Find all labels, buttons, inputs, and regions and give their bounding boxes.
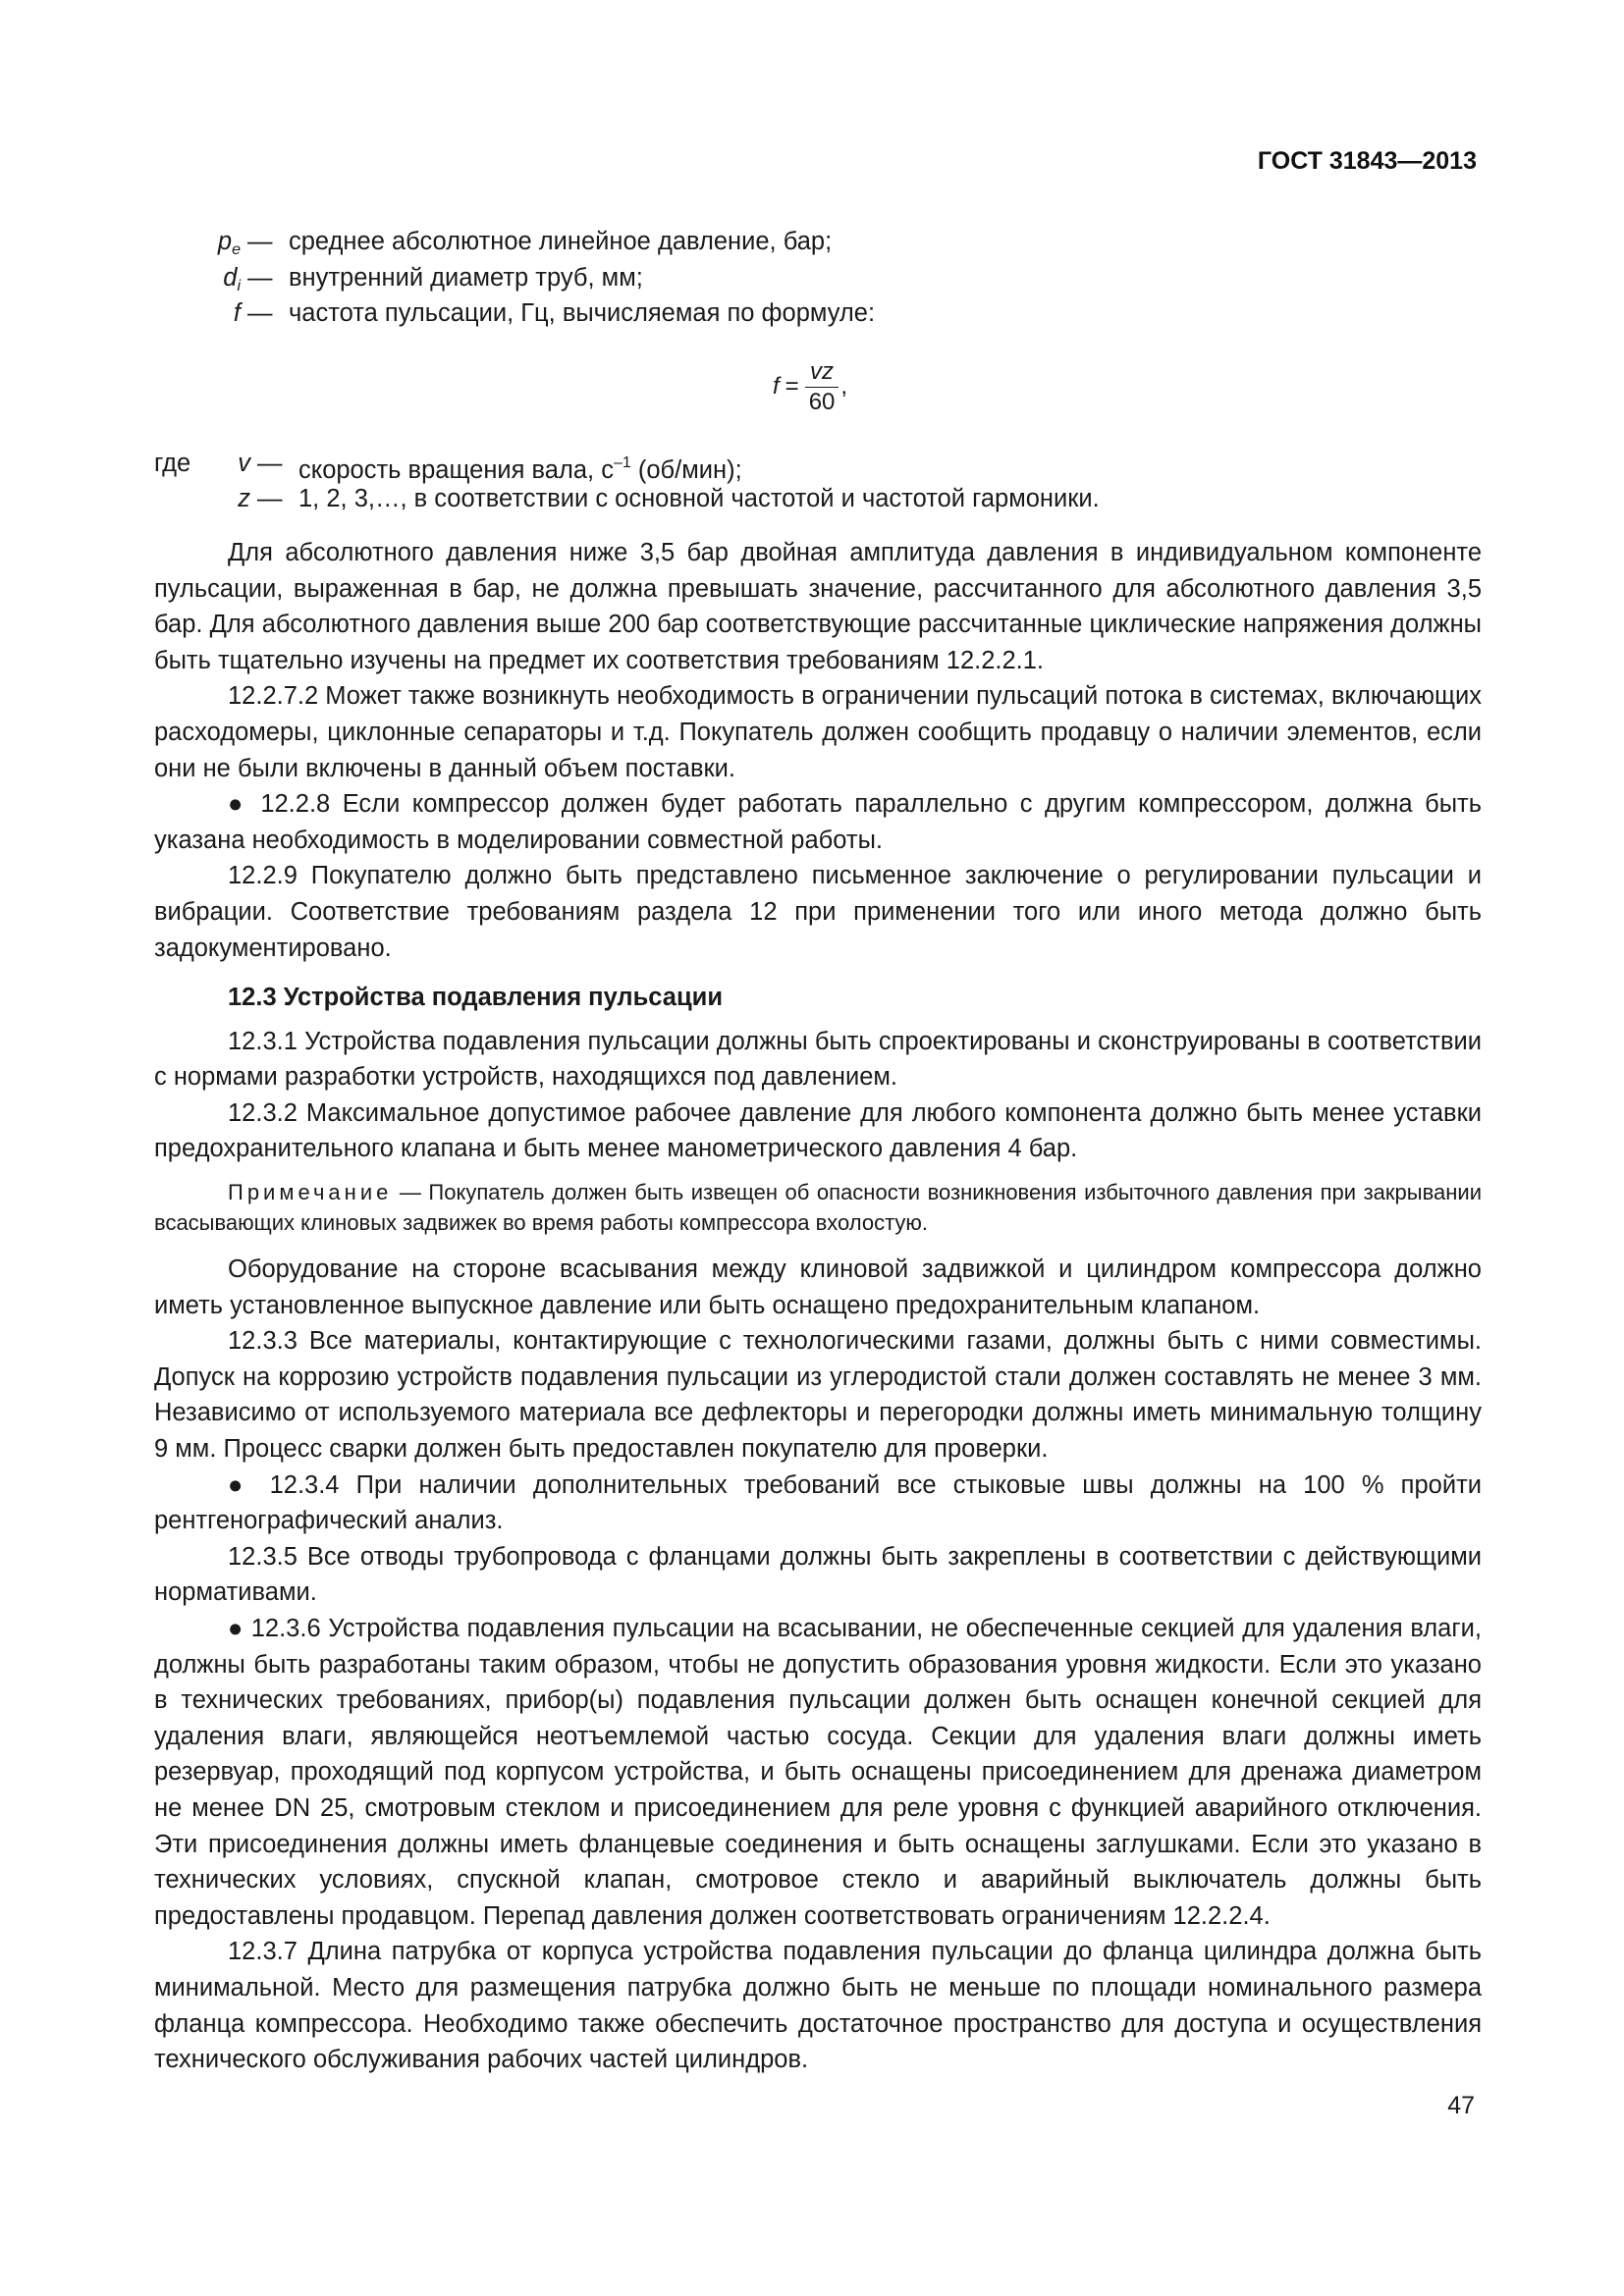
paragraph: 12.3.2 Максимальное допустимое рабочее давление для любого компонента должно быть менее уставки предохранительного клапана и быть менее манометрического давления 4 бар. (154, 1098, 1482, 1163)
symbol-z: z (238, 485, 250, 513)
formula-lhs: f (773, 372, 780, 400)
definition-text: среднее абсолютное линейное давление, бар; (289, 228, 833, 255)
paragraph: 12.3.3 Все материалы, контактирующие с технологическими газами, должны быть с ними совместимы. Допуск на коррозию устройств подавления пульсации из углеродистой стали должен составлять не менее 3 мм. Независимо от используемого материала все дефлекторы и перегородки должны иметь минимальную толщину 9 мм. Процесс сварки должен быть предоставлен покупателю для проверки. (154, 1327, 1482, 1464)
dash: — (247, 263, 273, 292)
formula-numerator: vz (810, 357, 835, 385)
note-text: — Покупатель должен быть извещен об опасности возникновения избыточного давления при закрывании всасывающих клиновых задвижек во время работы компрессора вхолостую. (154, 1180, 1482, 1236)
section-heading: 12.3 Устройства подавления пульсации (228, 984, 724, 1012)
definition-pe (154, 224, 1482, 260)
definition-z (154, 481, 1482, 517)
page-content (154, 224, 1482, 2078)
standard-id-header: ГОСТ 31843—2013 (1257, 147, 1477, 175)
symbol-p: $p_e$ (217, 228, 241, 258)
definition-v (154, 446, 1482, 482)
formula-denominator: 60 (808, 388, 836, 415)
dash: — (247, 228, 273, 255)
spacer (154, 517, 1482, 535)
note-label: Примечание (228, 1180, 393, 1205)
where-label: где (154, 449, 191, 477)
paragraph: 12.2.9 Покупателю должно быть представлено письменное заключение о регулировании пульсации и вибрации. Соответствие требованиям раздела 12 при применении того или иного метода должно быть задокументировано. (154, 862, 1482, 962)
paragraph: 12.3.1 Устройства подавления пульсации должны быть спроектированы и сконструированы в соответствии с нормами разработки устройств, находящихся под давлением. (154, 1027, 1482, 1092)
paragraph: 12.3.7 Длина патрубка от корпуса устройства подавления пульсации до фланца цилиндра должна быть минимальной. Место для размещения патрубка должно быть не меньше по площади номинального размера фланца компрессора. Необходимо также обеспечить достаточное пространство для доступа и осуществления технического обслуживания рабочих частей цилиндров. (154, 1938, 1482, 2074)
definition-text: 1, 2, 3,…, в соответствии с основной частотой и частотой гармоники. (298, 485, 1100, 513)
formula-frequency (154, 357, 1482, 426)
definition-text: частота пульсации, Гц, вычисляемая по формуле: (289, 299, 876, 328)
paragraph: ● 12.3.4 При наличии дополнительных требований все стыковые швы должны на 100 % пройти рентгенографический анализ. (154, 1470, 1482, 1535)
symbol-v: v (238, 449, 250, 477)
formula-fraction (805, 357, 839, 417)
formula-trail: , (840, 372, 848, 400)
definition-text: скорость вращения вала, $с^{-1}$ (об/мин); (298, 454, 742, 484)
definition-text: внутренний диаметр труб, мм; (289, 263, 643, 292)
paragraph: Для абсолютного давления ниже 3,5 бар двойная амплитуда давления в индивидуальном компоненте пульсации, выраженная в бар, не должна превышать значение, рассчитанного для абсолютного давления 3,5 бар. Для абсолютного давления выше 200 бар соответствующие рассчитанные циклические напряжения должны быть тщательно изучены на предмет их соответствия требованиям 12.2.2.1. (154, 538, 1482, 674)
paragraph: ● 12.2.8 Если компрессор должен будет работать параллельно с другим компрессором, должна быть указана необходимость в моделировании совместной работы. (154, 790, 1482, 854)
page-number: 47 (1447, 2092, 1475, 2119)
note (154, 1177, 1482, 1238)
dash: — (257, 485, 283, 513)
symbol-d: $d_i$ (223, 263, 241, 294)
formula-equals: = (785, 372, 799, 400)
symbol-f: f (233, 299, 241, 328)
definition-di (154, 260, 1482, 296)
paragraph: 12.3.5 Все отводы трубопровода с фланцами должны быть закреплены в соответствии с действующими нормативами. (154, 1542, 1482, 1607)
dash: — (257, 449, 283, 477)
paragraph: Оборудование на стороне всасывания между клиновой задвижкой и цилиндром компрессора должно иметь установленное выпускное давление или быть оснащено предохранительным клапаном. (154, 1255, 1482, 1319)
dash: — (247, 299, 273, 328)
definition-f (154, 295, 1482, 332)
paragraph: 12.2.7.2 Может также возникнуть необходимость в ограничении пульсаций потока в системах, включающих расходомеры, циклонные сепараторы и т.д. Покупатель должен сообщить продавцу о наличии элементов, если они не были включены в данный объем поставки. (154, 682, 1482, 782)
paragraph: ● 12.3.6 Устройства подавления пульсации на всасывании, не обеспеченные секцией для удаления влаги, должны быть разработаны таким образом, чтобы не допустить образования уровня жидкости. Если это указано в технических требованиях, прибор(ы) подавления пульсации должен быть оснащен конечной секцией для удаления влаги, являющейся неотъемлемой частью сосуда. Секции для удаления влаги должны иметь резервуар, проходящий под корпусом устройства, и быть оснащены присоединением для дренажа диаметром не менее DN 25, смотровым стеклом и присоединением для реле уровня с функцией аварийного отключения. Эти присоединения должны иметь фланцевые соединения и быть оснащены заглушками. Если это указано в технических условиях, спускной клапан, смотровое стекло и аварийный выключатель должны быть предоставлены продавцом. Перепад давления должен соответствовать ограничениям 12.2.2.4. (154, 1615, 1482, 1930)
